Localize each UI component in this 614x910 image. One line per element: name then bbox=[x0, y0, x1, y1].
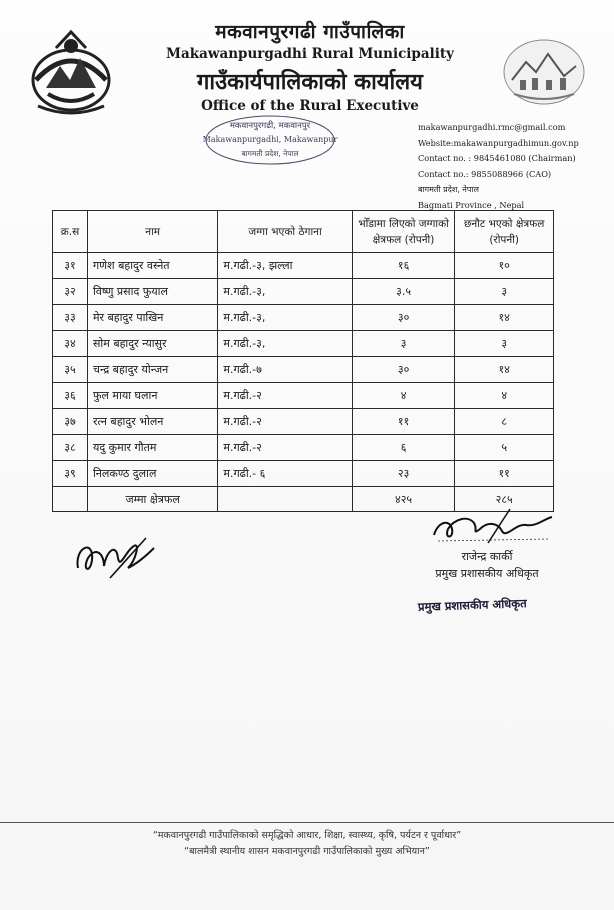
footer-divider bbox=[0, 822, 614, 823]
municipality-name-english: Makawanpurgadhi Rural Municipality bbox=[166, 46, 454, 62]
handwritten-signature-right bbox=[428, 505, 558, 551]
contact-province-english: Bagmati Province , Nepal bbox=[418, 199, 525, 210]
contact-province-nepali: बागमती प्रदेश, नेपाल bbox=[418, 185, 479, 194]
leased-area-cell: ३ bbox=[352, 331, 455, 357]
signatory-stamp: प्रमुख प्रशासकीय अधिकृत bbox=[417, 596, 527, 614]
serial-cell: ३६ bbox=[53, 383, 88, 409]
selected-area-cell: ८ bbox=[455, 409, 554, 435]
svg-text:मकवानपुरगढी, मकवानपुर: मकवानपुरगढी, मकवानपुर bbox=[229, 121, 311, 131]
contact-email: makawanpurgadhi.rmc@gmail.com bbox=[418, 122, 566, 132]
footer-slogans bbox=[0, 828, 614, 860]
svg-text:Makawanpurgadhi, Makawanpur: Makawanpurgadhi, Makawanpur bbox=[202, 135, 338, 144]
municipality-name-nepali: मकवानपुरगढी गाउँपालिका bbox=[215, 21, 405, 43]
serial-cell: ३८ bbox=[53, 435, 88, 461]
signatory-title: प्रमुख प्रशासकीय अधिकृत bbox=[435, 567, 539, 580]
signatory-block bbox=[412, 548, 562, 582]
header-address: जग्गा भएको ठेगाना bbox=[218, 211, 352, 253]
selected-area-cell: ११ bbox=[455, 461, 554, 487]
footer-slogan-2: “बालमैत्री स्थानीय शासन मकवानपुरगढी गाउँपालिकाको मुख्य अभियान” bbox=[184, 846, 430, 857]
table-row bbox=[53, 435, 554, 461]
selected-area-cell: १४ bbox=[455, 357, 554, 383]
header-leased-area: भोँडामा लिएको जग्गाको क्षेत्रफल (रोपनी) bbox=[352, 211, 455, 253]
name-cell: फुल माया घलान bbox=[87, 383, 217, 409]
name-cell: गणेश बहादुर वस्नेत bbox=[87, 253, 217, 279]
serial-cell: ३९ bbox=[53, 461, 88, 487]
table-row bbox=[53, 409, 554, 435]
serial-cell: ३२ bbox=[53, 279, 88, 305]
office-name-nepali: गाउँकार्यपालिकाको कार्यालय bbox=[197, 70, 423, 95]
handwritten-signature-left bbox=[70, 528, 160, 584]
leased-area-cell: ३० bbox=[352, 357, 455, 383]
selected-area-cell: ३ bbox=[455, 279, 554, 305]
selected-area-cell: ५ bbox=[455, 435, 554, 461]
address-cell: म.गढी.-२ bbox=[218, 435, 352, 461]
total-label: जम्मा क्षेत्रफल bbox=[87, 487, 217, 512]
total-selected: २८५ bbox=[455, 487, 554, 512]
total-address-cell bbox=[218, 487, 352, 512]
name-cell: निलकण्ठ दुलाल bbox=[87, 461, 217, 487]
header-name: नाम bbox=[87, 211, 217, 253]
footer-slogan-1: “मकवानपुरगढी गाउँपालिकाको समृद्धिको आधार, शिक्षा, स्वास्थ्य, कृषि, पर्यटन र पूर्वाधार” bbox=[152, 830, 462, 841]
leased-area-cell: ३० bbox=[352, 305, 455, 331]
signatory-name: राजेन्द्र कार्की bbox=[461, 550, 513, 563]
leased-area-cell: २३ bbox=[352, 461, 455, 487]
leased-area-cell: ४ bbox=[352, 383, 455, 409]
name-cell: सोम बहादुर न्यासुर bbox=[87, 331, 217, 357]
leased-area-cell: ११ bbox=[352, 409, 455, 435]
total-area: ४२५ bbox=[352, 487, 455, 512]
serial-cell: ३५ bbox=[53, 357, 88, 383]
table-row bbox=[53, 461, 554, 487]
address-cell: म.गढी.-७ bbox=[218, 357, 352, 383]
serial-cell: ३७ bbox=[53, 409, 88, 435]
selected-area-cell: ४ bbox=[455, 383, 554, 409]
header-serial: क्र.स bbox=[53, 211, 88, 253]
address-cell: म.गढी.-३, झल्ला bbox=[218, 253, 352, 279]
table-header-row bbox=[53, 211, 554, 253]
leased-area-cell: १६ bbox=[352, 253, 455, 279]
selected-area-cell: १० bbox=[455, 253, 554, 279]
address-cell: म.गढी.-३, bbox=[218, 331, 352, 357]
address-cell: म.गढी.-३, bbox=[218, 305, 352, 331]
name-cell: रत्न बहादुर भोलन bbox=[87, 409, 217, 435]
table-row bbox=[53, 305, 554, 331]
address-cell: म.गढी.-२ bbox=[218, 409, 352, 435]
table-row bbox=[53, 279, 554, 305]
name-cell: चन्द्र बहादुर योन्जन bbox=[87, 357, 217, 383]
contact-phone-cao: Contact no.: 9855088966 (CAO) bbox=[418, 168, 552, 179]
address-cell: म.गढी.- ६ bbox=[218, 461, 352, 487]
office-stamp bbox=[195, 112, 345, 168]
header-selected-area: छनौट भएको क्षेत्रफल (रोपनी) bbox=[455, 211, 554, 253]
land-area-table bbox=[52, 210, 554, 512]
table-row bbox=[53, 383, 554, 409]
contact-phone-chairman: Contact no. : 9845461080 (Chairman) bbox=[418, 153, 576, 163]
table-row bbox=[53, 331, 554, 357]
municipality-logo bbox=[500, 30, 588, 108]
name-cell: यदु कुमार गौतम bbox=[87, 435, 217, 461]
svg-text:बागमती प्रदेश, नेपाल: बागमती प्रदेश, नेपाल bbox=[241, 149, 299, 158]
leased-area-cell: ६ bbox=[352, 435, 455, 461]
contact-website: Website:makawanpurgadhimun.gov.np bbox=[418, 137, 579, 148]
selected-area-cell: १४ bbox=[455, 305, 554, 331]
nepal-emblem-logo bbox=[26, 28, 116, 120]
serial-cell: ३३ bbox=[53, 305, 88, 331]
name-cell: विष्णु प्रसाद फुयाल bbox=[87, 279, 217, 305]
address-cell: म.गढी.-३, bbox=[218, 279, 352, 305]
letterhead-title-block bbox=[130, 18, 490, 114]
table-row bbox=[53, 253, 554, 279]
contact-info bbox=[418, 120, 610, 213]
serial-cell: ३१ bbox=[53, 253, 88, 279]
address-cell: म.गढी.-२ bbox=[218, 383, 352, 409]
leased-area-cell: ३.५ bbox=[352, 279, 455, 305]
name-cell: मेर बहादुर पाखिन bbox=[87, 305, 217, 331]
total-serial-cell bbox=[53, 487, 88, 512]
office-name-english: Office of the Rural Executive bbox=[201, 98, 419, 114]
selected-area-cell: ३ bbox=[455, 331, 554, 357]
serial-cell: ३४ bbox=[53, 331, 88, 357]
table-row bbox=[53, 357, 554, 383]
